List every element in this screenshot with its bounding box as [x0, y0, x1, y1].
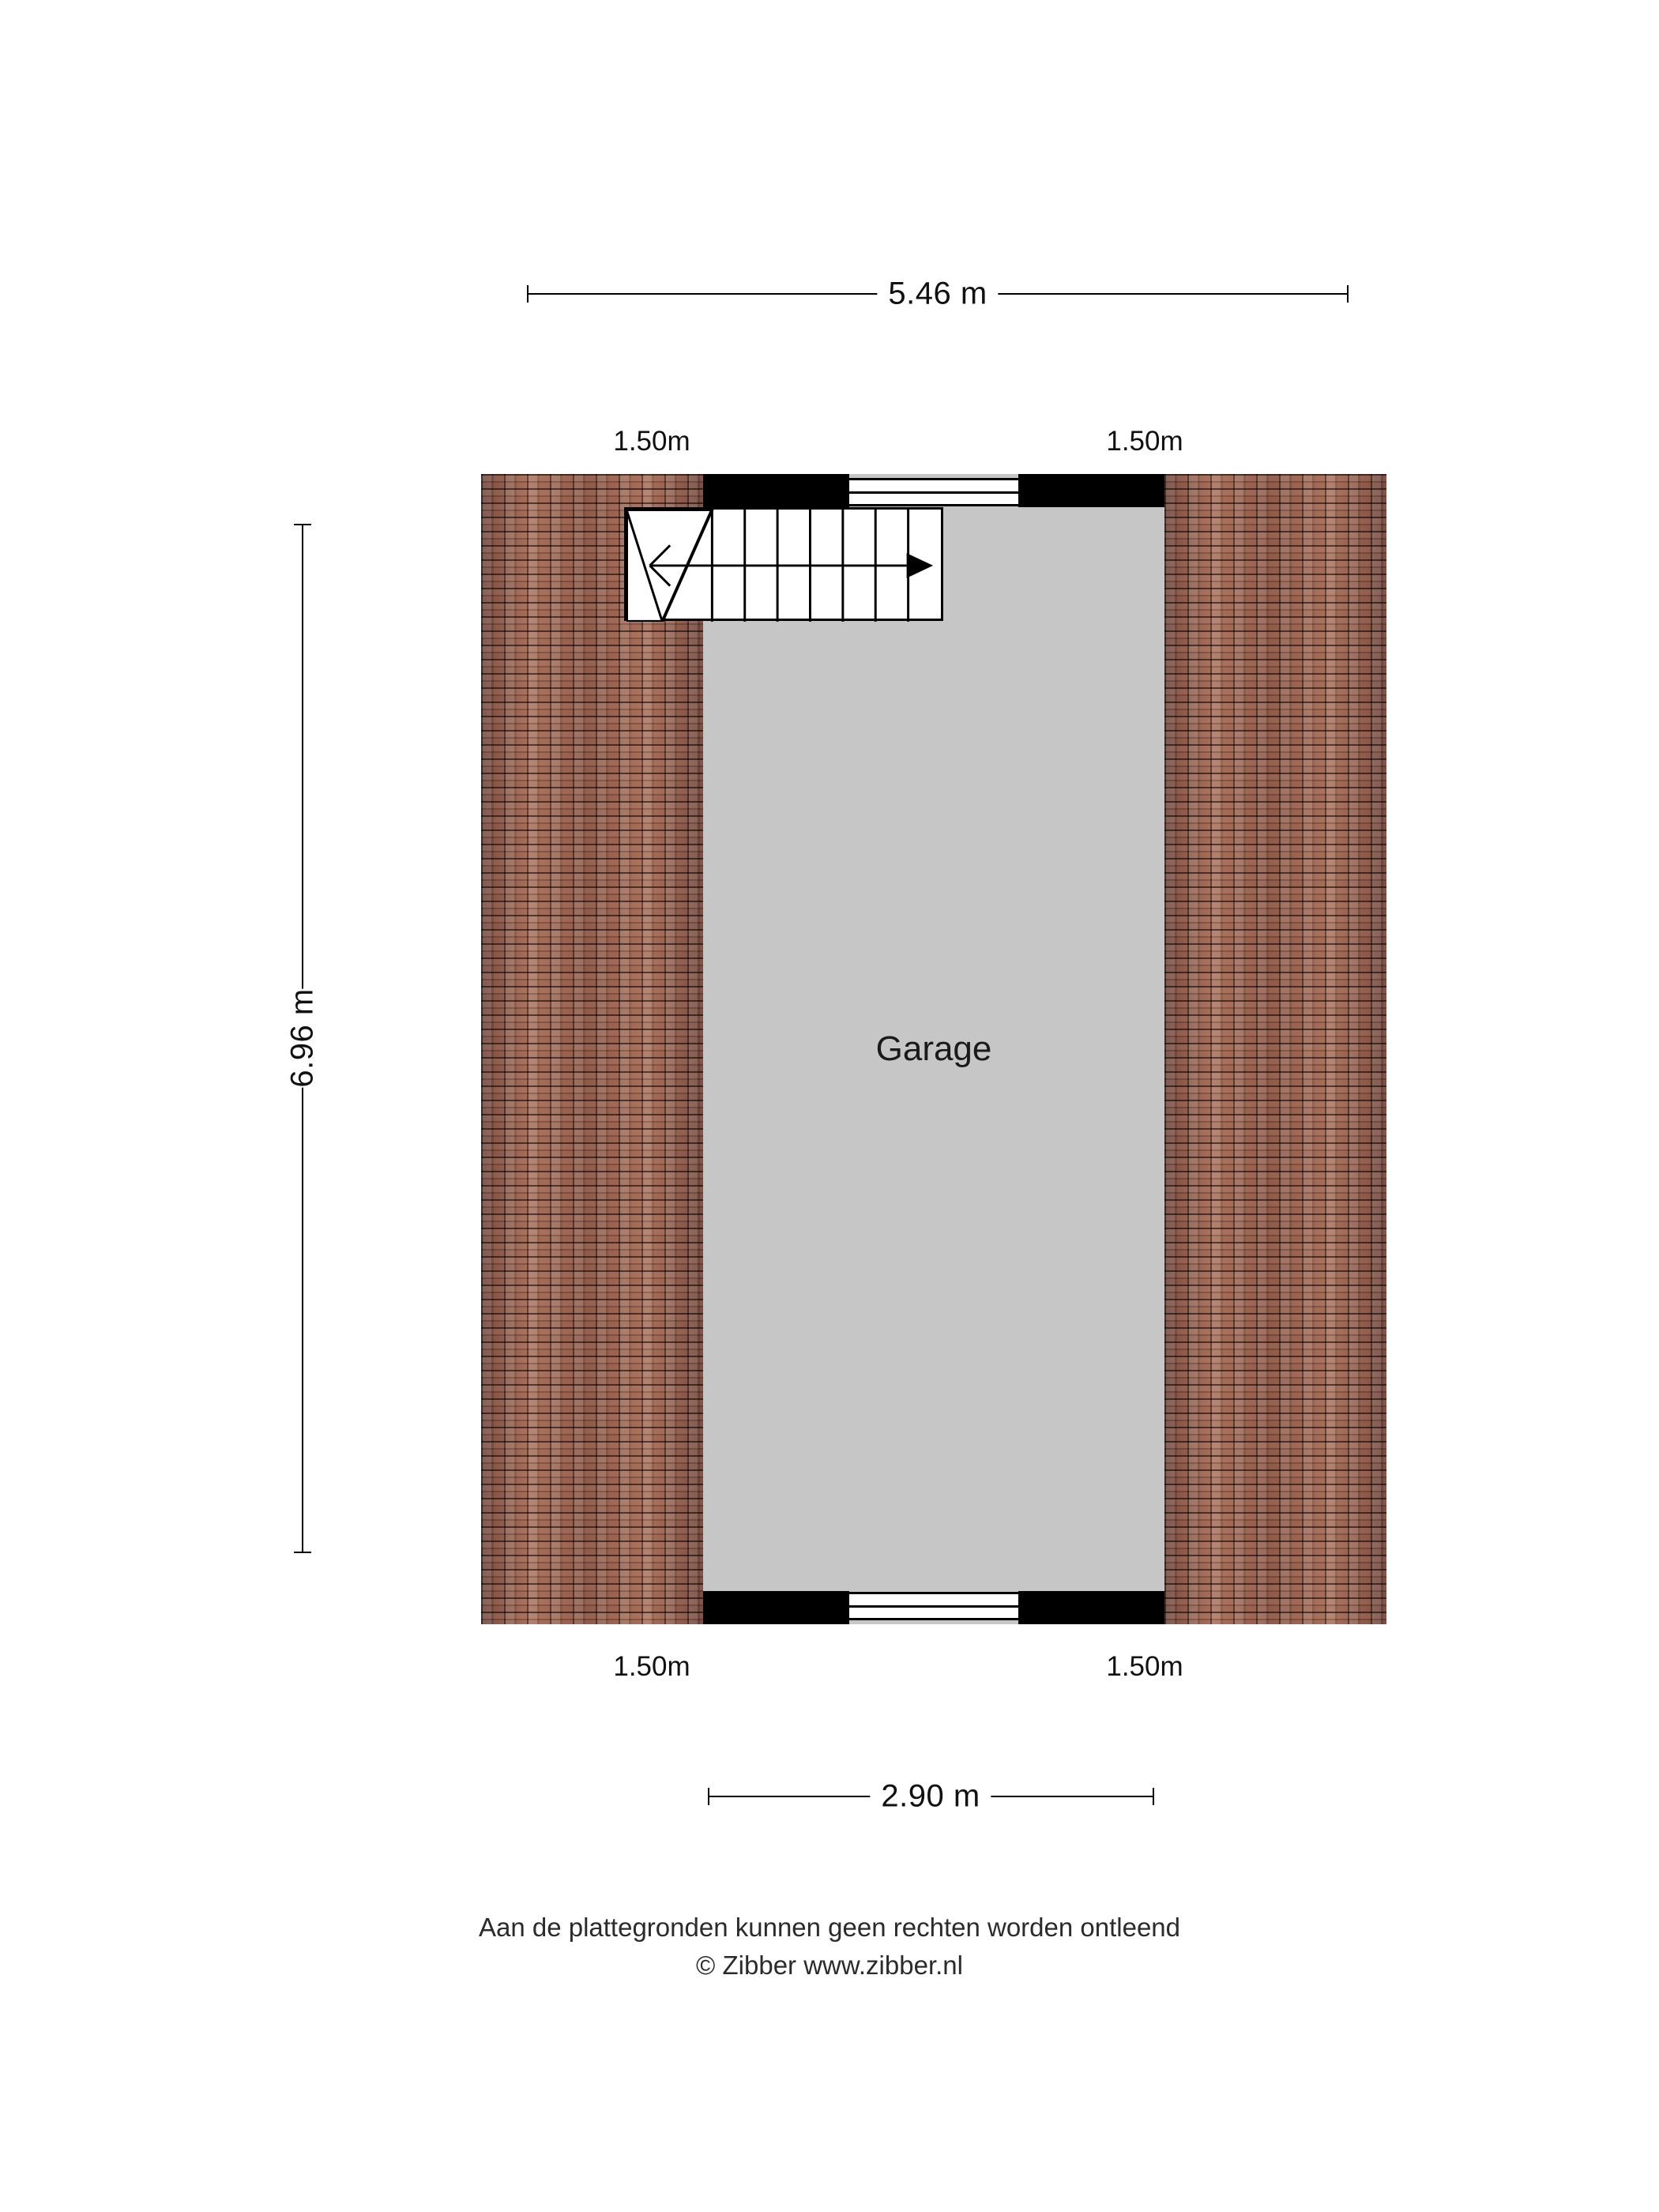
garage-door-opening-top	[849, 478, 1018, 506]
floor-plan	[481, 474, 1386, 1624]
dimension-label-bottom-left-segment: 1.50m	[613, 1651, 690, 1682]
staircase	[624, 507, 943, 621]
dimension-label-top-overall: 5.46 m	[877, 276, 998, 312]
roof-tiles-left	[481, 474, 703, 1624]
wall-top-left	[703, 474, 849, 507]
dimension-label-left-overall: 6.96 m	[274, 988, 332, 1087]
dimension-label-top-left-segment: 1.50m	[613, 426, 690, 457]
footer-disclaimer-text: Aan de plattegronden kunnen geen rechten worden ontleend	[478, 1913, 1181, 1942]
wall-top-right	[1018, 474, 1164, 507]
dimension-label-top-right-segment: 1.50m	[1106, 426, 1183, 457]
footer-disclaimer	[0, 1909, 1659, 1984]
wall-bottom-left	[703, 1591, 849, 1624]
dimension-label-bottom-right-segment: 1.50m	[1106, 1651, 1183, 1682]
dimension-label-bottom-overall: 2.90 m	[870, 1779, 991, 1815]
wall-bottom-right	[1018, 1591, 1164, 1624]
room-label-garage: Garage	[875, 1029, 992, 1068]
roof-tiles-right	[1164, 474, 1386, 1624]
garage-door-opening-bottom	[849, 1592, 1018, 1620]
staircase-steps-icon	[626, 510, 941, 622]
footer-copyright-text: © Zibber www.zibber.nl	[696, 1950, 963, 1980]
